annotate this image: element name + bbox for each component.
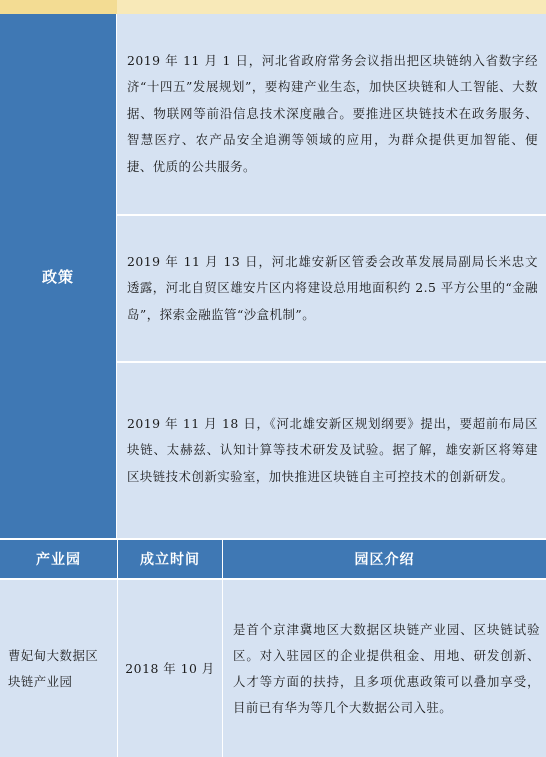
policy-item-1: [117, 14, 546, 214]
top-header-strip: [0, 0, 546, 14]
policy-item-3: [117, 363, 546, 538]
column-header-park: 产业园: [0, 540, 117, 578]
park-name-cell: [0, 580, 117, 757]
column-header-intro: 园区介绍: [223, 540, 546, 578]
policy-item-2: [117, 216, 546, 361]
park-founded-cell: [118, 580, 222, 757]
park-intro-cell: [223, 580, 546, 757]
column-header-founded: 成立时间: [118, 540, 222, 578]
park-founded-date: 2018 年 10 月: [125, 660, 215, 676]
policy-item-text: 2019 年 11 月 13 日，河北雄安新区管委会改革发展局副局长米忠文透露，河北自贸区雄安片区内将建设总用地面积约 2.5 平方公里的“金融岛”，探索金融监管“沙盒机制”。: [127, 253, 538, 322]
park-intro: 是首个京津冀地区大数据区块链产业园、区块链试验区。对入驻园区的企业提供租金、用地、研发创新、人才等方面的扶持，且多项优惠政策可以叠加享受，目前已有华为等几个大数据公司入驻。: [233, 621, 540, 715]
policy-item-text: 2019 年 11 月 1 日，河北省政府常务会议指出把区块链纳入省数字经济“十四五”发展规划”，要构建产业生态，加快区块链和人工智能、大数据、物联网等前沿信息技术深度融合。要推进区块链技术在政务服务、智慧医疗、农产品安全追溯等领域的应用，为群众提供更加智能、便捷、优质的公共服务。: [127, 52, 538, 174]
park-name: 曹妃甸大数据区块链产业园: [8, 647, 99, 689]
policy-item-text: 2019 年 11 月 18 日，《河北雄安新区规划纲要》提出，要超前布局区块链、太赫兹、认知计算等技术研发及试验。据了解，雄安新区将筹建区块链技术创新实验室，加快推进区块链自主可控技术的创新研发。: [127, 415, 538, 484]
policy-category-label: 政策: [0, 14, 116, 538]
top-header-strip-left: [0, 0, 117, 14]
